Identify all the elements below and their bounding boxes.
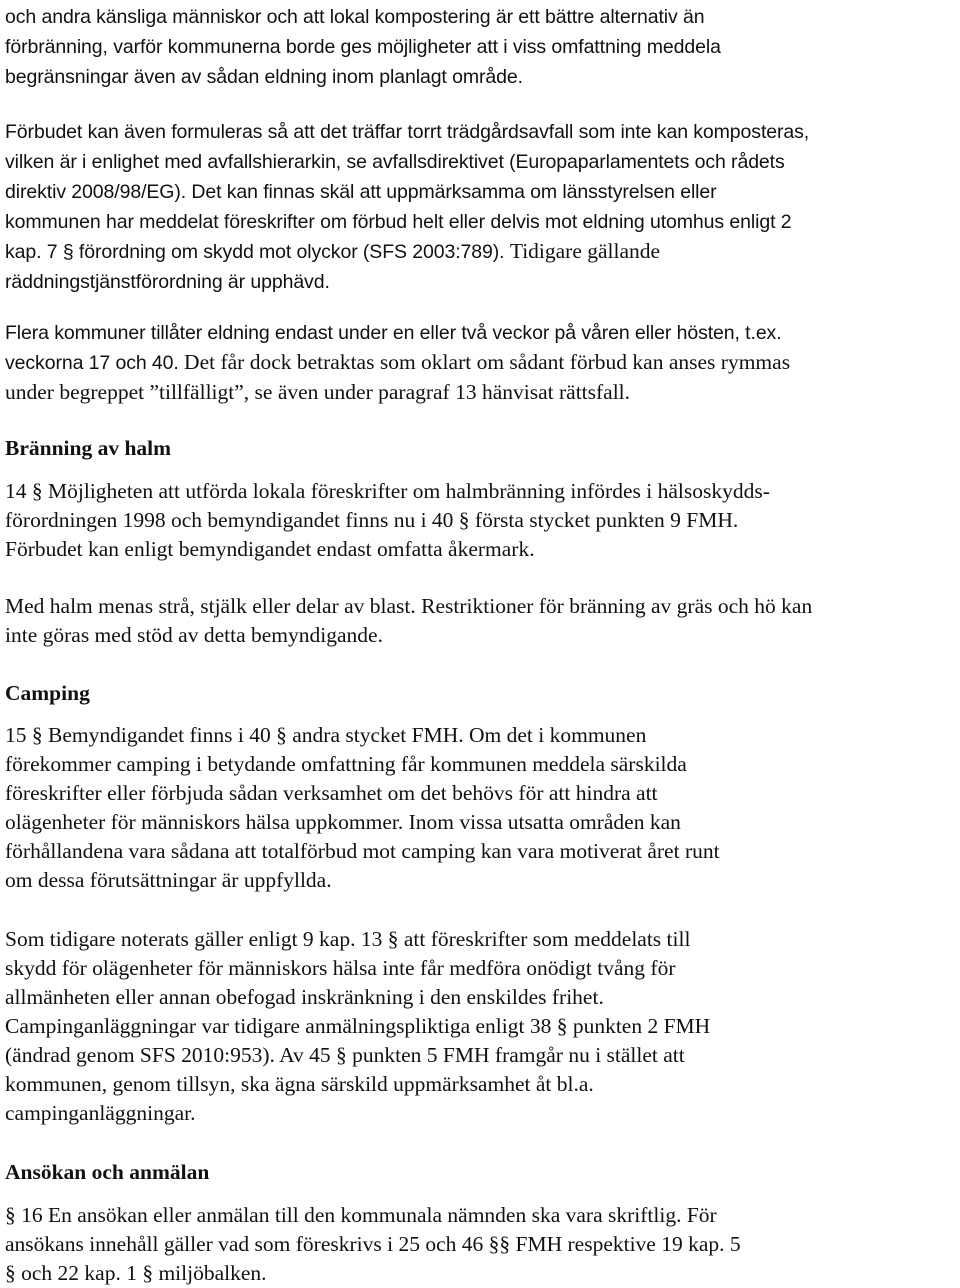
- text-run: kap. 7: [5, 241, 63, 263]
- text-run: 14 § Möjligheten att utförda lokala föreskrifter om halmbränning infördes i hälsoskydds-: [5, 479, 770, 503]
- paragraph-seasonal-burning: [5, 318, 790, 407]
- text-line: [5, 1201, 741, 1230]
- paragraph-14: [5, 477, 770, 564]
- text-line: [5, 348, 790, 378]
- text-line: [5, 177, 809, 207]
- paragraph-straw-definition: [5, 592, 812, 650]
- section-heading-camping: Camping: [5, 681, 90, 705]
- text-run: Som tidigare noterats gäller enligt 9 kap. 13 § att föreskrifter som meddelats till: [5, 927, 691, 951]
- paragraph-ban-formulation: [5, 117, 809, 297]
- text-run: Inom vissa utsatta områden kan: [408, 810, 681, 834]
- text-run: inte göras med stöd av detta bemyndigande.: [5, 623, 383, 647]
- text-line: [5, 1259, 741, 1288]
- text-run: föreskrifter eller förbjuda sådan verksamhet om det behövs för att hindra att: [5, 781, 658, 805]
- text-run: Om det i kommunen: [468, 723, 647, 747]
- text-run: Tidigare gällande: [509, 239, 661, 263]
- text-line: [5, 808, 720, 837]
- text-run: veckorna 17 och 40.: [5, 352, 185, 374]
- text-line: [5, 954, 710, 983]
- paragraph-16: [5, 1201, 741, 1288]
- text-line: [5, 117, 809, 147]
- section-heading-straw-burning: Bränning av halm: [5, 436, 172, 460]
- text-run: om dessa förutsättningar är uppfyllda.: [5, 868, 332, 892]
- text-line: [5, 750, 720, 779]
- text-run: allmänheten eller annan obefogad inskränkning i den enskildes frihet.: [5, 985, 604, 1009]
- text-line: [5, 1041, 710, 1070]
- text-run: Campinganläggningar var tidigare anmälningspliktiga enligt 38 § punkten 2 FMH: [5, 1014, 711, 1038]
- paragraph-previous-notes: [5, 925, 710, 1128]
- text-run: förekommer camping i betydande omfattning får kommunen meddela särskilda: [5, 752, 687, 776]
- text-run: ansökans innehåll gäller vad som föreskrivs i 25 och 46 §§ FMH respektive 19 kap. 5: [5, 1232, 741, 1256]
- text-line: [5, 721, 720, 750]
- text-run: och andra känsliga människor och att lokal kompostering är ett bättre alternativ än: [5, 6, 705, 28]
- text-run: campinganläggningar.: [5, 1101, 196, 1125]
- text-run: Det får dock betraktas som oklart om sådant förbud kan anses rymmas: [184, 350, 791, 374]
- text-run: under begreppet ”tillfälligt”, se även under paragraf 13 hänvisat rättsfall.: [5, 380, 631, 404]
- text-run: förordningen 1998 och bemyndigandet finns nu i 40 § första stycket punkten 9 FMH.: [5, 508, 739, 532]
- text-line: [5, 837, 720, 866]
- text-run: förordning om skydd mot olyckor (SFS 2003:789).: [73, 241, 510, 263]
- text-line: [5, 1099, 710, 1128]
- text-line: [5, 147, 809, 177]
- text-line: [5, 779, 720, 808]
- text-line: [5, 506, 770, 535]
- text-line: [5, 592, 812, 621]
- text-run: förbränning, varför kommunerna borde ges möjligheter att i viss omfattning meddela: [5, 36, 721, 58]
- text-run: Förbudet kan även formuleras så att det träffar torrt trädgårdsavfall som inte kan komposteras,: [5, 121, 810, 143]
- paragraph-compost-alternative: [5, 2, 721, 92]
- text-run: vilken är i enlighet med avfallshierarkin, se avfallsdirektivet (Europaparlamentets och rådets: [5, 151, 785, 173]
- text-run: skydd för olägenheter för människors hälsa inte får medföra onödigt tvång för: [5, 956, 676, 980]
- text-run: Flera kommuner tillåter eldning endast under en eller två veckor på våren eller hösten, t.ex.: [5, 322, 782, 344]
- paragraph-15: [5, 721, 720, 895]
- text-run: Med halm menas strå, stjälk eller delar av blast.: [5, 594, 422, 618]
- text-run: olägenheter för människors hälsa uppkommer.: [5, 810, 409, 834]
- text-line: [5, 32, 721, 62]
- text-run: begränsningar även av sådan eldning inom planlagt område.: [5, 66, 523, 88]
- text-line: [5, 983, 710, 1012]
- text-line: [5, 535, 770, 564]
- text-run: 15 § Bemyndigandet finns i 40 § andra stycket FMH.: [5, 723, 469, 747]
- text-line: [5, 318, 790, 348]
- text-line: [5, 1012, 710, 1041]
- text-line: [5, 207, 809, 237]
- text-run: Förbudet kan enligt bemyndigandet endast omfatta åkermark.: [5, 537, 535, 561]
- text-run: Restriktioner för bränning av gräs och hö kan: [421, 594, 813, 618]
- text-run: § 16 En ansökan eller anmälan till den kommunala nämnden ska vara skriftlig. För: [5, 1203, 717, 1227]
- text-line: [5, 925, 710, 954]
- text-line: [5, 1230, 741, 1259]
- section-heading-application: Ansökan och anmälan: [5, 1160, 210, 1184]
- text-line: [5, 2, 721, 32]
- text-run: kommunen, genom tillsyn, ska ägna särskild uppmärksamhet åt bl.a.: [5, 1072, 594, 1096]
- text-line: [5, 267, 809, 297]
- text-line: [5, 378, 790, 407]
- paragraph-sign: §: [62, 241, 74, 263]
- text-run: direktiv 2008/98/EG).: [5, 181, 192, 203]
- text-line: [5, 866, 720, 895]
- text-run: Det kan finnas skäl att uppmärksamma om länsstyrelsen eller: [191, 181, 717, 203]
- text-line: [5, 237, 809, 267]
- text-line: [5, 62, 721, 92]
- text-run: § och 22 kap. 1 § miljöbalken.: [5, 1261, 267, 1285]
- text-line: [5, 1070, 710, 1099]
- text-line: [5, 621, 812, 650]
- text-run: (ändrad genom SFS 2010:953). Av 45 § punkten 5 FMH framgår nu i stället att: [5, 1043, 685, 1067]
- text-run: förhållandena vara sådana att totalförbud mot camping kan vara motiverat året runt: [5, 839, 720, 863]
- text-run: kommunen har meddelat föreskrifter om förbud helt eller delvis mot eldning utomhus enligt 2: [5, 211, 792, 233]
- text-run: räddningstjänstförordning är upphävd.: [5, 271, 330, 293]
- text-line: [5, 477, 770, 506]
